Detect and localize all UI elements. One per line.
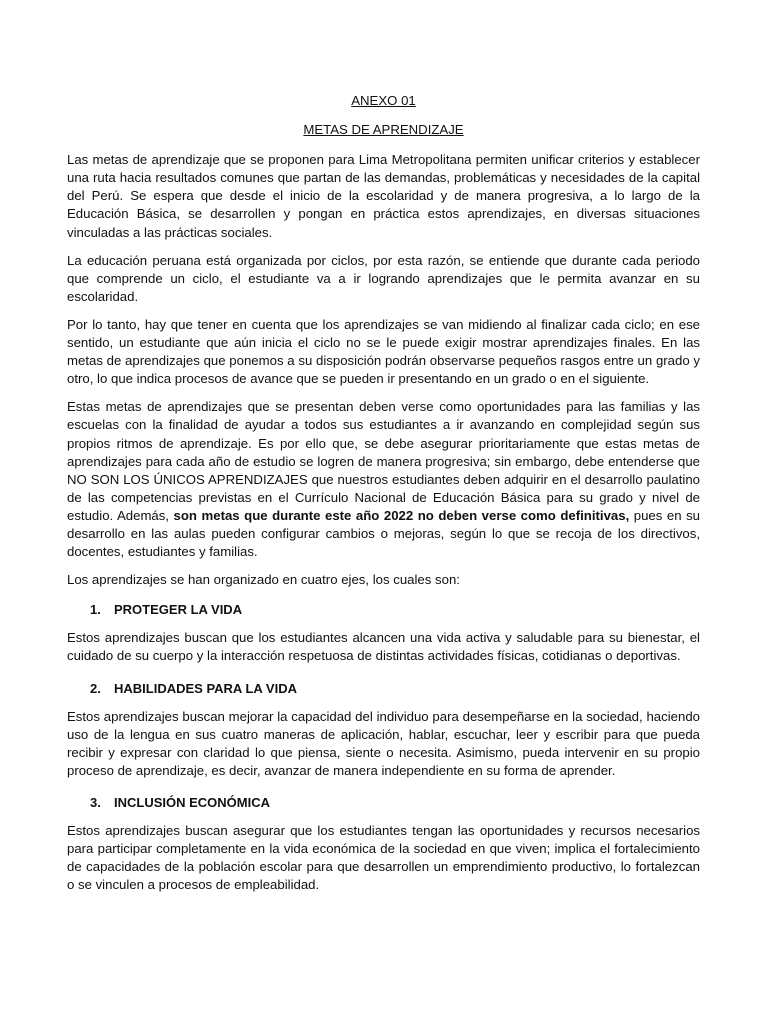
- section-title-proteger: [67, 601, 700, 619]
- main-title: METAS DE APRENDIZAJE: [303, 122, 464, 138]
- paragraph-opportunities-bold: son metas que durante este año 2022 no deben verse como definitivas,: [173, 507, 630, 523]
- section-text-proteger: Estos aprendizajes buscan que los estudiantes alcancen una vida activa y saludable para su bienestar, el cuidado de su cuerpo y la interacción respetuosa de distintas actividades físicas, cotidianas o deportivas.: [67, 630, 700, 664]
- paragraph-opportunities-text-start: Estas metas de aprendizajes que se presentan deben verse como oportunidades para las familias y las escuelas con la finalidad de ayudar a todos sus estudiantes a ir avanzando en complejidad según sus propios ritmos de aprendizaje. Es por ello que, se debe asegurar prioritariamente que estas metas de aprendizajes para cada año de estudio se logren de manera progresiva; sin embargo, debe entenderse que NO SON LOS ÚNICOS APRENDIZAJES que nuestros estudiantes deben adquirir en el desarrollo paulatino de las competencias previstas en el Currículo Nacional de Educación Básica para su grado y nivel de estudio. Además,: [67, 399, 700, 523]
- paragraph-opportunities-text-end: pues en su desarrollo en las aulas pueden configurar cambios o mejoras, según lo que se recoja de los directivos, docentes, estudiantes y familias.: [67, 507, 700, 560]
- paragraph-opportunities: [67, 398, 700, 561]
- annex-title: ANEXO 01: [351, 93, 416, 108]
- section-text-inclusion: Estos aprendizajes buscan asegurar que los estudiantes tengan las oportunidades y recursos necesarios para participar completamente en la vida económica de la sociedad en que viven; implica el fortalecimiento de capacidades de la población escolar para que desarrollen un emprendimiento productivo, lo fortalezcan o se vinculen a procesos de empleabilidad.: [67, 823, 700, 893]
- section-number: 1.: [90, 602, 101, 618]
- section-label: INCLUSIÓN ECONÓMICA: [114, 795, 270, 810]
- section-label: PROTEGER LA VIDA: [114, 602, 243, 618]
- section-text-habilidades: Estos aprendizajes buscan mejorar la capacidad del individuo para desempeñarse en la sociedad, haciendo uso de la lengua en sus cuatro maneras de aplicación, hablar, escuchar, leer y escribir para que pueda recibir y expresar con claridad lo que piensa, siente o necesita. Asimismo, pueda intervenir en su propio proceso de aprendizaje, es decir, avanzar de manera independiente en su forma de aprender.: [67, 708, 700, 778]
- paragraph-measurement: Por lo tanto, hay que tener en cuenta que los aprendizajes se van midiendo al finalizar cada ciclo; en ese sentido, un estudiante que aún inicia el ciclo no se le puede exigir mostrar aprendizajes finales. En las metas de aprendizajes que ponemos a su disposición podrán observarse pequeños rasgos entre un grado y otro, lo que indica procesos de avance que se pueden ir presentando en un grado o en el siguiente.: [67, 316, 700, 387]
- section-label: HABILIDADES PARA LA VIDA: [114, 680, 297, 696]
- section-number: 3.: [90, 795, 101, 810]
- paragraph-cycles: La educación peruana está organizada por ciclos, por esta razón, se entiende que durante cada periodo que comprende un ciclo, el estudiante va a ir logrando aprendizajes que le permita avanzar en su escolaridad.: [67, 252, 700, 304]
- axes-intro: Los aprendizajes se han organizado en cuatro ejes, los cuales son:: [67, 572, 460, 588]
- section-number: 2.: [90, 680, 101, 696]
- document-page: [67, 92, 700, 904]
- section-title-habilidades: [67, 680, 700, 698]
- section-title-inclusion: [67, 794, 700, 812]
- paragraph-intro: Las metas de aprendizaje que se proponen para Lima Metropolitana permiten unificar criterios y establecer una ruta hacia resultados comunes que partan de las demandas, problemáticas y necesidades de la capital del Perú. Se espera que desde el inicio de la escolaridad y de manera progresiva, a lo largo de la Educación Básica, se desarrollen y pongan en práctica estos aprendizajes, en diversas situaciones vinculadas a las prácticas sociales.: [67, 152, 700, 240]
